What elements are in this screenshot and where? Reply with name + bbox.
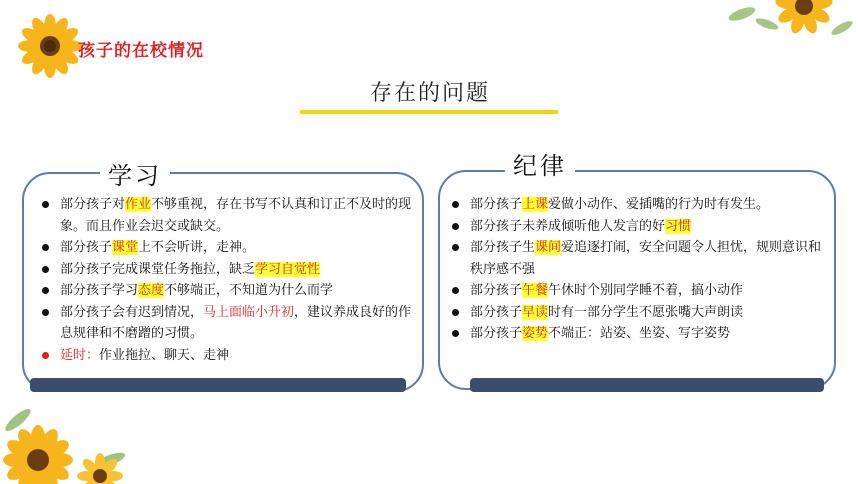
study-heading: 学习 xyxy=(100,156,170,191)
highlight: 早读 xyxy=(522,304,549,320)
list-item: 部分孩子会有迟到情况，马上面临小升初，建议养成良好的作息规律和不磨蹭的习惯。 xyxy=(36,302,412,345)
bullet-icon xyxy=(452,309,459,316)
list-item: 部分孩子学习态度不够端正，不知道为什么而学 xyxy=(36,280,412,302)
bullet-icon xyxy=(42,266,49,273)
sunflower-decoration-top-left xyxy=(18,14,82,78)
bullet-icon xyxy=(42,201,49,208)
page-title: 存在的问题 xyxy=(369,81,490,106)
title-underline xyxy=(300,110,558,114)
bullet-icon xyxy=(452,287,459,294)
slide-header-title: 孩子的在校情况 xyxy=(78,41,204,61)
highlight: 上课 xyxy=(522,197,549,212)
highlight: 午餐 xyxy=(522,283,549,298)
discipline-list xyxy=(446,194,832,345)
list-item: 部分孩子课堂上不会听讲，走神。 xyxy=(36,237,412,259)
highlight: 课间 xyxy=(535,240,562,255)
list-item: 部分孩子对作业不够重视，存在书写不认真和订正不及时的现象。而且作业会迟交或缺交。 xyxy=(36,194,412,237)
bullet-icon xyxy=(42,244,49,251)
highlight: 课堂 xyxy=(112,240,139,255)
study-panel-bar xyxy=(30,378,406,392)
highlight: 作业 xyxy=(125,197,152,212)
list-item: 部分孩子姿势不端正：站姿、坐姿、写字姿势 xyxy=(446,323,832,345)
study-list xyxy=(36,194,412,366)
bullet-icon xyxy=(42,309,49,316)
delay-label: 延时： xyxy=(60,347,100,363)
discipline-panel-bar xyxy=(470,378,824,392)
bullet-icon xyxy=(452,223,459,230)
list-item: 部分孩子生课间爱追逐打闹，安全问题令人担忧，规则意识和秩序感不强 xyxy=(446,237,832,280)
highlight: 姿势 xyxy=(522,326,549,341)
highlight: 习惯 xyxy=(665,218,692,234)
list-item: 部分孩子上课爱做小动作、爱插嘴的行为时有发生。 xyxy=(446,194,832,216)
highlight: 态度 xyxy=(138,283,165,298)
list-item: 延时：作业拖拉、聊天、走神 xyxy=(36,345,412,367)
discipline-heading: 纪律 xyxy=(505,146,575,181)
red-text: 马上面临小升初 xyxy=(203,304,295,320)
bullet-icon xyxy=(42,352,49,359)
bullet-icon xyxy=(452,244,459,251)
bullet-icon xyxy=(42,287,49,294)
sunflower-decoration-top-right xyxy=(722,0,860,40)
highlight: 学习自觉性 xyxy=(255,261,321,277)
sunflower-decoration-bottom-left xyxy=(0,390,140,484)
bullet-icon xyxy=(452,330,459,337)
list-item: 部分孩子完成课堂任务拖拉，缺乏学习自觉性 xyxy=(36,259,412,281)
list-item: 部分孩子午餐午休时个别同学睡不着，搞小动作 xyxy=(446,280,832,302)
bullet-icon xyxy=(452,201,459,208)
list-item: 部分孩子未养成倾听他人发言的好习惯 xyxy=(446,216,832,238)
list-item: 部分孩子早读时有一部分学生不愿张嘴大声朗读 xyxy=(446,302,832,324)
